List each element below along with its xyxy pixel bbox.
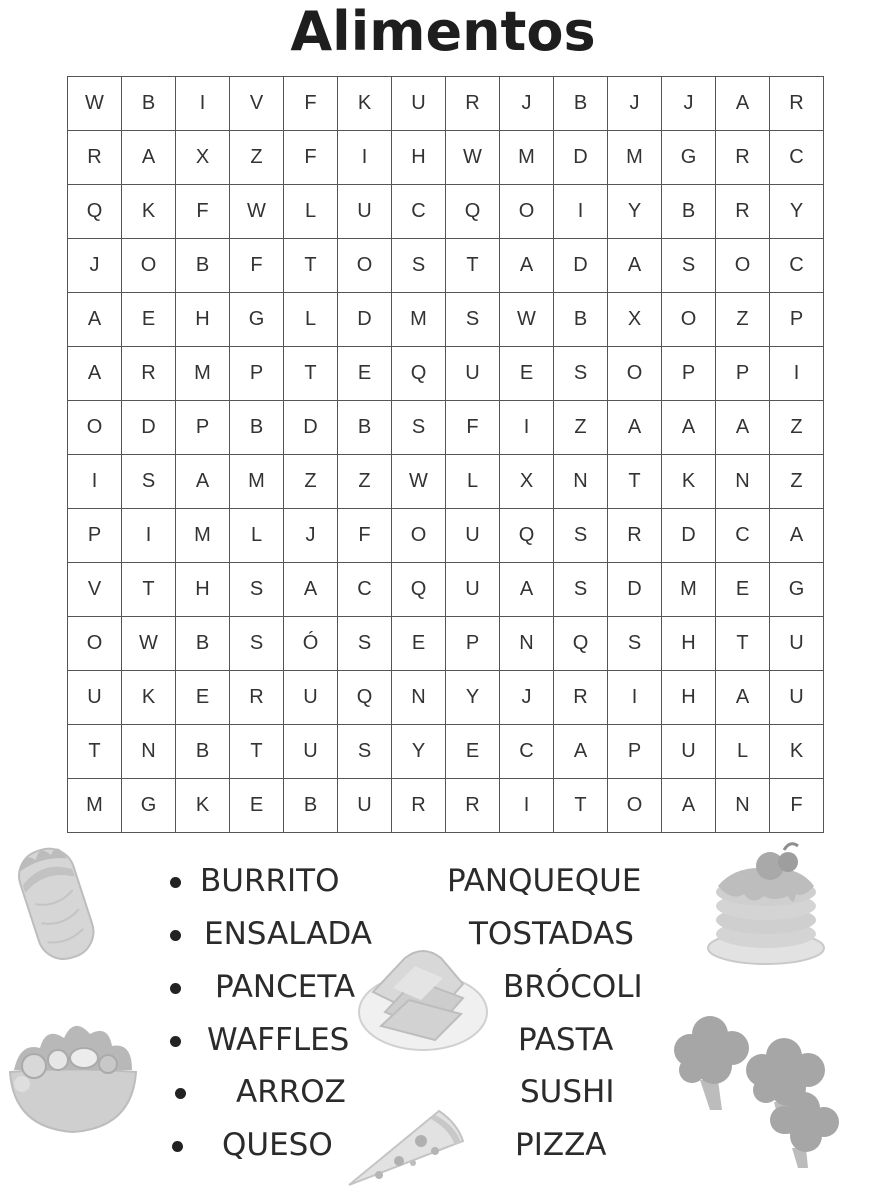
- grid-cell[interactable]: F: [284, 77, 338, 131]
- grid-cell[interactable]: B: [176, 239, 230, 293]
- grid-cell[interactable]: T: [608, 455, 662, 509]
- grid-cell[interactable]: K: [176, 779, 230, 833]
- grid-cell[interactable]: P: [68, 509, 122, 563]
- grid-cell[interactable]: A: [716, 77, 770, 131]
- grid-cell[interactable]: X: [176, 131, 230, 185]
- grid-cell[interactable]: S: [554, 347, 608, 401]
- grid-cell[interactable]: V: [230, 77, 284, 131]
- grid-cell[interactable]: E: [338, 347, 392, 401]
- grid-cell[interactable]: L: [284, 185, 338, 239]
- grid-cell[interactable]: O: [608, 347, 662, 401]
- grid-cell[interactable]: E: [176, 671, 230, 725]
- bullet-icon: [175, 1088, 186, 1099]
- grid-cell[interactable]: I: [122, 509, 176, 563]
- grid-cell[interactable]: F: [284, 131, 338, 185]
- grid-cell[interactable]: L: [284, 293, 338, 347]
- grid-cell[interactable]: N: [716, 779, 770, 833]
- grid-cell[interactable]: T: [284, 239, 338, 293]
- grid-cell[interactable]: O: [68, 401, 122, 455]
- grid-cell[interactable]: T: [554, 779, 608, 833]
- grid-cell[interactable]: W: [500, 293, 554, 347]
- grid-cell[interactable]: A: [500, 239, 554, 293]
- grid-cell[interactable]: R: [608, 509, 662, 563]
- grid-cell[interactable]: H: [176, 293, 230, 347]
- grid-cell[interactable]: F: [770, 779, 824, 833]
- grid-cell[interactable]: C: [716, 509, 770, 563]
- grid-cell[interactable]: K: [662, 455, 716, 509]
- grid-cell[interactable]: F: [338, 509, 392, 563]
- grid-cell[interactable]: N: [716, 455, 770, 509]
- bullet-icon: [170, 983, 181, 994]
- grid-cell[interactable]: J: [500, 77, 554, 131]
- grid-cell[interactable]: J: [608, 77, 662, 131]
- grid-cell[interactable]: Z: [770, 455, 824, 509]
- grid-cell[interactable]: T: [446, 239, 500, 293]
- grid-cell[interactable]: Q: [554, 617, 608, 671]
- grid-cell[interactable]: B: [338, 401, 392, 455]
- grid-cell[interactable]: T: [122, 563, 176, 617]
- word-item: PASTA: [518, 1022, 614, 1058]
- grid-cell[interactable]: R: [446, 77, 500, 131]
- grid-cell[interactable]: U: [446, 509, 500, 563]
- grid-cell[interactable]: E: [500, 347, 554, 401]
- grid-cell[interactable]: J: [500, 671, 554, 725]
- grid-cell[interactable]: R: [446, 779, 500, 833]
- grid-cell[interactable]: K: [122, 671, 176, 725]
- grid-cell[interactable]: T: [716, 617, 770, 671]
- grid-cell[interactable]: H: [662, 671, 716, 725]
- grid-cell[interactable]: R: [68, 131, 122, 185]
- grid-cell[interactable]: U: [68, 671, 122, 725]
- grid-cell[interactable]: V: [68, 563, 122, 617]
- grid-cell[interactable]: Z: [554, 401, 608, 455]
- grid-cell[interactable]: W: [446, 131, 500, 185]
- grid-cell[interactable]: A: [554, 725, 608, 779]
- grid-cell[interactable]: U: [770, 617, 824, 671]
- grid-cell[interactable]: G: [122, 779, 176, 833]
- grid-cell[interactable]: J: [284, 509, 338, 563]
- grid-cell[interactable]: Q: [500, 509, 554, 563]
- grid-cell[interactable]: I: [68, 455, 122, 509]
- grid-cell[interactable]: L: [716, 725, 770, 779]
- grid-cell[interactable]: E: [716, 563, 770, 617]
- grid-cell[interactable]: I: [770, 347, 824, 401]
- grid-cell[interactable]: K: [122, 185, 176, 239]
- word-item: PIZZA: [515, 1127, 607, 1163]
- grid-cell[interactable]: T: [68, 725, 122, 779]
- grid-cell[interactable]: D: [554, 131, 608, 185]
- broccoli-icon: [670, 1010, 845, 1170]
- grid-cell[interactable]: M: [608, 131, 662, 185]
- grid-cell[interactable]: S: [338, 617, 392, 671]
- grid-cell[interactable]: G: [662, 131, 716, 185]
- grid-cell[interactable]: F: [230, 239, 284, 293]
- grid-cell[interactable]: I: [500, 779, 554, 833]
- grid-cell[interactable]: R: [716, 131, 770, 185]
- grid-cell[interactable]: D: [122, 401, 176, 455]
- grid-cell[interactable]: D: [284, 401, 338, 455]
- grid-cell[interactable]: F: [176, 185, 230, 239]
- grid-cell[interactable]: S: [230, 617, 284, 671]
- grid-cell[interactable]: T: [230, 725, 284, 779]
- grid-cell[interactable]: D: [554, 239, 608, 293]
- grid-cell[interactable]: N: [500, 617, 554, 671]
- toast-icon: [345, 940, 490, 1055]
- grid-cell[interactable]: S: [230, 563, 284, 617]
- grid-cell[interactable]: B: [554, 77, 608, 131]
- grid-cell[interactable]: R: [230, 671, 284, 725]
- grid-cell[interactable]: A: [68, 347, 122, 401]
- grid-cell[interactable]: S: [122, 455, 176, 509]
- grid-cell[interactable]: J: [68, 239, 122, 293]
- grid-cell[interactable]: O: [392, 509, 446, 563]
- grid-cell[interactable]: B: [554, 293, 608, 347]
- grid-cell[interactable]: R: [122, 347, 176, 401]
- grid-cell[interactable]: O: [338, 239, 392, 293]
- grid-cell[interactable]: Y: [608, 185, 662, 239]
- word-item: ENSALADA: [204, 916, 372, 952]
- grid-cell[interactable]: O: [716, 239, 770, 293]
- grid-cell[interactable]: K: [338, 77, 392, 131]
- grid-cell[interactable]: I: [554, 185, 608, 239]
- grid-cell[interactable]: R: [554, 671, 608, 725]
- grid-cell[interactable]: Z: [716, 293, 770, 347]
- grid-cell[interactable]: Q: [392, 347, 446, 401]
- grid-cell[interactable]: X: [500, 455, 554, 509]
- grid-cell[interactable]: I: [500, 401, 554, 455]
- grid-cell[interactable]: U: [392, 77, 446, 131]
- grid-cell[interactable]: Q: [68, 185, 122, 239]
- grid-cell[interactable]: N: [122, 725, 176, 779]
- grid-cell[interactable]: U: [338, 185, 392, 239]
- grid-cell[interactable]: A: [608, 401, 662, 455]
- grid-cell[interactable]: Z: [284, 455, 338, 509]
- grid-cell[interactable]: W: [230, 185, 284, 239]
- grid-cell[interactable]: W: [392, 455, 446, 509]
- grid-cell[interactable]: R: [716, 185, 770, 239]
- grid-cell[interactable]: C: [770, 131, 824, 185]
- bullet-icon: [172, 1141, 183, 1152]
- grid-cell[interactable]: C: [770, 239, 824, 293]
- grid-cell[interactable]: B: [176, 617, 230, 671]
- word-item: BRÓCOLI: [503, 969, 643, 1005]
- grid-cell[interactable]: T: [284, 347, 338, 401]
- grid-cell[interactable]: H: [662, 617, 716, 671]
- grid-cell[interactable]: D: [608, 563, 662, 617]
- grid-cell[interactable]: X: [608, 293, 662, 347]
- grid-cell[interactable]: S: [662, 239, 716, 293]
- grid-cell[interactable]: O: [122, 239, 176, 293]
- grid-cell[interactable]: A: [716, 401, 770, 455]
- grid-cell[interactable]: S: [392, 239, 446, 293]
- grid-cell[interactable]: B: [230, 401, 284, 455]
- grid-cell[interactable]: S: [338, 725, 392, 779]
- grid-cell[interactable]: P: [446, 617, 500, 671]
- grid-cell[interactable]: L: [230, 509, 284, 563]
- grid-cell[interactable]: S: [554, 509, 608, 563]
- grid-cell[interactable]: N: [554, 455, 608, 509]
- grid-cell[interactable]: I: [608, 671, 662, 725]
- grid-cell[interactable]: F: [446, 401, 500, 455]
- grid-cell[interactable]: M: [500, 131, 554, 185]
- grid-cell[interactable]: S: [608, 617, 662, 671]
- word-item: QUESO: [222, 1127, 333, 1163]
- grid-cell[interactable]: P: [716, 347, 770, 401]
- grid-cell[interactable]: W: [68, 77, 122, 131]
- bullet-icon: [170, 877, 181, 888]
- grid-cell[interactable]: U: [446, 347, 500, 401]
- word-item: PANQUEQUE: [447, 863, 642, 899]
- grid-cell[interactable]: B: [122, 77, 176, 131]
- grid-cell[interactable]: R: [392, 779, 446, 833]
- grid-cell[interactable]: H: [176, 563, 230, 617]
- word-item: ARROZ: [236, 1074, 346, 1110]
- grid-cell[interactable]: M: [662, 563, 716, 617]
- grid-cell[interactable]: D: [338, 293, 392, 347]
- page-title: Alimentos: [290, 0, 596, 63]
- burrito-icon: [5, 838, 105, 963]
- grid-cell[interactable]: U: [662, 725, 716, 779]
- grid-cell[interactable]: A: [176, 455, 230, 509]
- grid-cell[interactable]: U: [446, 563, 500, 617]
- grid-cell[interactable]: Q: [392, 563, 446, 617]
- grid-cell[interactable]: O: [68, 617, 122, 671]
- grid-cell[interactable]: Z: [338, 455, 392, 509]
- bullet-icon: [170, 930, 181, 941]
- grid-cell[interactable]: G: [230, 293, 284, 347]
- grid-cell[interactable]: Ó: [284, 617, 338, 671]
- grid-cell[interactable]: U: [770, 671, 824, 725]
- grid-cell[interactable]: I: [176, 77, 230, 131]
- grid-cell[interactable]: A: [608, 239, 662, 293]
- grid-cell[interactable]: Q: [446, 185, 500, 239]
- grid-cell[interactable]: E: [392, 617, 446, 671]
- grid-cell[interactable]: M: [392, 293, 446, 347]
- pancakes-icon: [704, 836, 828, 968]
- grid-cell[interactable]: O: [500, 185, 554, 239]
- word-search-grid[interactable]: [67, 76, 824, 833]
- grid-cell[interactable]: A: [122, 131, 176, 185]
- grid-cell[interactable]: A: [500, 563, 554, 617]
- grid-cell[interactable]: Z: [230, 131, 284, 185]
- grid-cell[interactable]: E: [230, 779, 284, 833]
- grid-cell[interactable]: U: [284, 725, 338, 779]
- grid-cell[interactable]: O: [662, 293, 716, 347]
- grid-cell[interactable]: A: [68, 293, 122, 347]
- grid-cell[interactable]: A: [662, 401, 716, 455]
- grid-cell[interactable]: S: [554, 563, 608, 617]
- grid-cell[interactable]: M: [68, 779, 122, 833]
- grid-cell[interactable]: H: [392, 131, 446, 185]
- grid-cell[interactable]: Y: [392, 725, 446, 779]
- grid-cell[interactable]: M: [176, 509, 230, 563]
- grid-cell[interactable]: A: [770, 509, 824, 563]
- grid-cell[interactable]: K: [770, 725, 824, 779]
- grid-cell[interactable]: J: [662, 77, 716, 131]
- grid-cell[interactable]: B: [662, 185, 716, 239]
- grid-cell[interactable]: C: [338, 563, 392, 617]
- grid-cell[interactable]: U: [284, 671, 338, 725]
- grid-cell[interactable]: A: [284, 563, 338, 617]
- grid-cell[interactable]: C: [392, 185, 446, 239]
- grid-cell[interactable]: P: [230, 347, 284, 401]
- grid-cell[interactable]: P: [176, 401, 230, 455]
- grid-cell[interactable]: N: [392, 671, 446, 725]
- word-item: TOSTADAS: [469, 916, 634, 952]
- word-item: PANCETA: [215, 969, 356, 1005]
- grid-cell[interactable]: Y: [446, 671, 500, 725]
- grid-cell[interactable]: A: [662, 779, 716, 833]
- grid-cell[interactable]: E: [122, 293, 176, 347]
- pizza-slice-icon: [343, 1105, 468, 1190]
- grid-cell[interactable]: C: [500, 725, 554, 779]
- grid-cell[interactable]: L: [446, 455, 500, 509]
- grid-cell[interactable]: I: [338, 131, 392, 185]
- grid-cell[interactable]: D: [662, 509, 716, 563]
- grid-cell[interactable]: S: [446, 293, 500, 347]
- grid-cell[interactable]: P: [608, 725, 662, 779]
- grid-cell[interactable]: A: [716, 671, 770, 725]
- word-item: SUSHI: [520, 1074, 615, 1110]
- grid-cell[interactable]: B: [176, 725, 230, 779]
- grid-cell[interactable]: Z: [770, 401, 824, 455]
- grid-cell[interactable]: P: [662, 347, 716, 401]
- grid-cell[interactable]: Y: [770, 185, 824, 239]
- grid-cell[interactable]: G: [770, 563, 824, 617]
- word-item: WAFFLES: [207, 1022, 350, 1058]
- grid-cell[interactable]: S: [392, 401, 446, 455]
- grid-cell[interactable]: M: [176, 347, 230, 401]
- grid-cell[interactable]: E: [446, 725, 500, 779]
- word-item: BURRITO: [200, 863, 340, 899]
- grid-cell[interactable]: W: [122, 617, 176, 671]
- grid-cell[interactable]: M: [230, 455, 284, 509]
- grid-cell[interactable]: P: [770, 293, 824, 347]
- grid-cell[interactable]: R: [770, 77, 824, 131]
- grid-cell[interactable]: O: [608, 779, 662, 833]
- bullet-icon: [170, 1036, 181, 1047]
- grid-cell[interactable]: Q: [338, 671, 392, 725]
- salad-bowl-icon: [0, 1012, 146, 1137]
- grid-cell[interactable]: U: [338, 779, 392, 833]
- grid-cell[interactable]: B: [284, 779, 338, 833]
